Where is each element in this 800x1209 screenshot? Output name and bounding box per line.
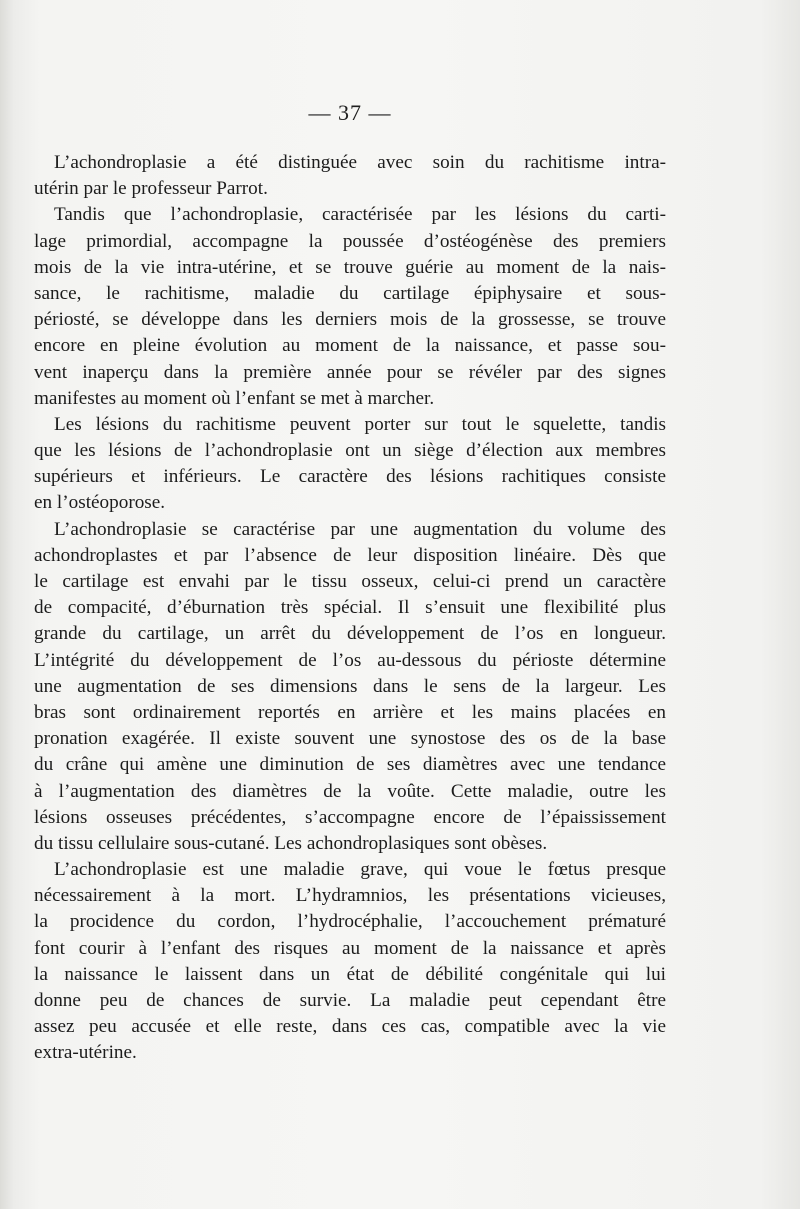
text-line: la procidence du cordon, l’hydrocéphalie, l’accouchement prématuré xyxy=(34,911,666,933)
text-line: manifestes au moment où l’enfant se met à marcher. xyxy=(34,387,435,409)
text-line: de compacité, d’éburnation très spécial. Il s’ensuit une flexibilité plus xyxy=(34,597,666,619)
text-line: la naissance le laissent dans un état de débilité congénitale qui lui xyxy=(34,963,666,985)
text-line: en l’ostéoporose. xyxy=(34,492,166,514)
text-line: L’achondroplasie se caractérise par une augmentation du volume des xyxy=(54,518,666,540)
text-line: donne peu de chances de survie. La maladie peut cependant être xyxy=(34,990,666,1011)
text-line: font courir à l’enfant des risques au moment de la naissance et après xyxy=(34,937,666,959)
text-line: le cartilage est envahi par le tissu osseux, celui-ci prend un caractère xyxy=(34,571,666,592)
text-line: L’achondroplasie est une maladie grave, qui voue le fœtus presque xyxy=(54,859,666,881)
text-line: supérieurs et inférieurs. Le caractère des lésions rachitiques consiste xyxy=(34,466,666,488)
text-line: une augmentation de ses dimensions dans le sens de la largeur. Les xyxy=(34,675,666,697)
text-line: nécessairement à la mort. L’hydramnios, les présentations vicieuses, xyxy=(34,885,666,907)
text-line: grande du cartilage, un arrêt du développement de l’os en longueur. xyxy=(34,623,666,645)
paragraph-5 xyxy=(34,857,666,1067)
paragraph-4 xyxy=(34,517,666,857)
text-line: périosté, se développe dans les derniers mois de la grossesse, se trouve xyxy=(34,309,666,331)
text-line: utérin par le professeur Parrot. xyxy=(34,178,268,200)
page-number: — 37 — xyxy=(308,100,392,125)
text-line: L’achondroplasie a été distinguée avec soin du rachitisme intra- xyxy=(54,152,666,173)
text-line: lésions osseuses précédentes, s’accompagne encore de l’épaississement xyxy=(34,806,666,828)
text-line: encore en pleine évolution au moment de la naissance, et passe sou- xyxy=(34,335,666,357)
text-line: du crâne qui amène une diminution de ses diamètres avec une tendance xyxy=(34,754,666,776)
text-line: achondroplastes et par l’absence de leur disposition linéaire. Dès que xyxy=(34,544,666,566)
text-line: extra-utérine. xyxy=(34,1042,137,1064)
paragraph-2 xyxy=(34,202,666,412)
text-line: du tissu cellulaire sous-cutané. Les achondroplasiques sont obèses. xyxy=(34,832,548,854)
text-line: Tandis que l’achondroplasie, caractérisée par les lésions du carti- xyxy=(54,204,666,226)
text-line: Les lésions du rachitisme peuvent porter sur tout le squelette, tandis xyxy=(54,413,666,435)
paragraph-1 xyxy=(34,150,666,202)
text-line: L’intégrité du développement de l’os au-dessous du périoste détermine xyxy=(34,649,666,671)
text-line: à l’augmentation des diamètres de la voûte. Cette maladie, outre les xyxy=(34,780,666,802)
text-line: sance, le rachitisme, maladie du cartilage épiphysaire et sous- xyxy=(34,282,666,304)
text-line: lage primordial, accompagne la poussée d’ostéogénèse des premiers xyxy=(34,230,666,252)
body-text xyxy=(34,150,666,1067)
paragraph-3 xyxy=(34,412,666,517)
text-line: assez peu accusée et elle reste, dans ces cas, compatible avec la vie xyxy=(34,1016,666,1038)
text-line: mois de la vie intra-utérine, et se trouve guérie au moment de la nais- xyxy=(34,256,666,278)
text-line: pronation exagérée. Il existe souvent une synostose des os de la base xyxy=(34,728,666,750)
text-line: que les lésions de l’achondroplasie ont un siège d’élection aux membres xyxy=(34,440,666,462)
text-line: bras sont ordinairement reportés en arrière et les mains placées en xyxy=(34,701,666,723)
text-line: vent inaperçu dans la première année pour se révéler par des signes xyxy=(34,361,666,383)
